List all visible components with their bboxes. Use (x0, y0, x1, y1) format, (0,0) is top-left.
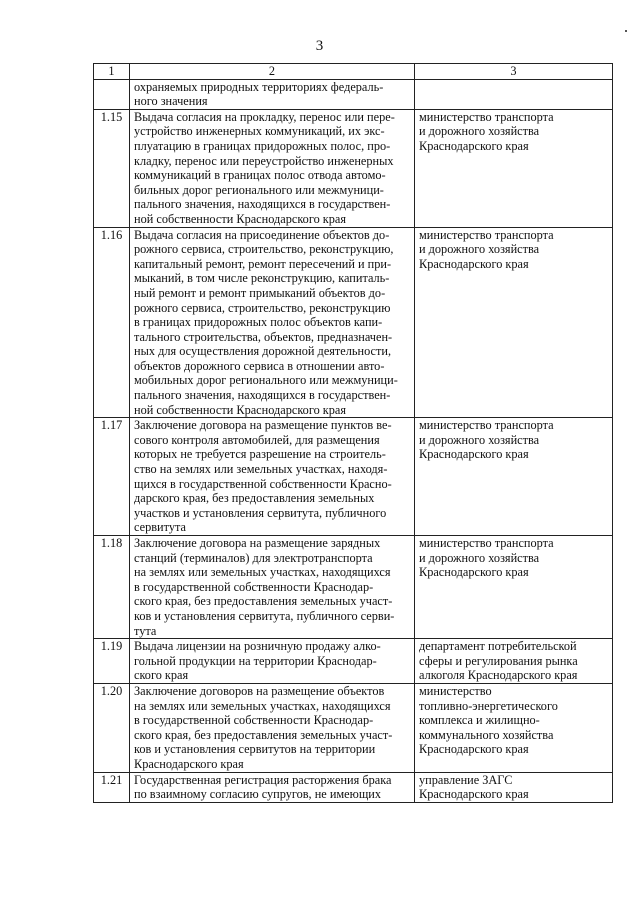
description-line: ство на землях или земельных участках, находя- (134, 462, 388, 477)
responsible-body (415, 536, 613, 639)
table-row (94, 79, 613, 109)
responsible-body-line: Краснодарского края (419, 787, 529, 802)
description-line: рожного сервиса, строительство, реконструкцию, (134, 242, 394, 257)
responsible-body (415, 418, 613, 536)
description-line: пального значения, находящихся в государствен- (134, 388, 391, 403)
row-number (94, 79, 130, 109)
responsible-body (415, 683, 613, 772)
description-line: Краснодарского края (134, 756, 244, 771)
responsible-body-line: Краснодарского края (419, 138, 529, 153)
row-number: 1.16 (94, 227, 130, 418)
description-line: Выдача согласия на прокладку, перенос или пере- (134, 109, 395, 124)
table-row (94, 639, 613, 684)
responsible-body-line: министерство (419, 683, 492, 698)
service-description (130, 227, 415, 418)
description-line: ков и установления сервитута, публичного серви- (134, 608, 395, 623)
service-description (130, 79, 415, 109)
responsible-body (415, 79, 613, 109)
row-number: 1.19 (94, 639, 130, 684)
description-line: Заключение договора на размещение пунктов ве- (134, 418, 392, 433)
scan-speck (625, 30, 627, 32)
table-row (94, 772, 613, 802)
table-row (94, 536, 613, 639)
description-line: по взаимному согласию супругов, не имеющих (134, 787, 382, 802)
row-number: 1.17 (94, 418, 130, 536)
description-line: кладку, перенос или переустройство инженерных (134, 153, 394, 168)
header-cell-2: 2 (130, 64, 415, 80)
description-line: щихся в государственной собственности Красно- (134, 476, 392, 491)
description-line: ный ремонт и ремонт примыканий объектов до- (134, 285, 386, 300)
description-line: мыканий, в том числе реконструкцию, капиталь- (134, 271, 390, 286)
responsible-body-line: департамент потребительской (419, 639, 577, 654)
description-line: объектов дорожного сервиса в отношении авто- (134, 358, 385, 373)
description-line: станций (терминалов) для электротранспорта (134, 550, 373, 565)
row-number: 1.20 (94, 683, 130, 772)
description-line: бильных дорог регионального или межмуници- (134, 182, 384, 197)
responsible-body-line: сферы и регулирования рынка (419, 653, 578, 668)
table-header-row (94, 64, 613, 80)
responsible-body-line: Краснодарского края (419, 565, 529, 580)
description-line: ной собственности Краснодарского края (134, 211, 347, 226)
description-line: рожного сервиса, строительство, реконструкцию (134, 300, 391, 315)
description-line: Выдача лицензии на розничную продажу алко- (134, 639, 381, 654)
description-line: тального строительства, объектов, предназначен- (134, 329, 393, 344)
service-description (130, 683, 415, 772)
responsible-body-line: топливно-энергетического (419, 698, 558, 713)
responsible-body-line: и дорожного хозяйства (419, 124, 540, 139)
responsible-body-line: министерство транспорта (419, 109, 554, 124)
description-line: которых не требуется разрешение на строитель- (134, 447, 386, 462)
row-number: 1.21 (94, 772, 130, 802)
description-line: ного значения (134, 94, 208, 109)
responsible-body-line: коммунального хозяйства (419, 727, 554, 742)
description-line: Заключение договоров на размещение объектов (134, 683, 385, 698)
description-line: охраняемых природных территориях федераль- (134, 79, 384, 94)
description-line: на землях или земельных участках, находящихся (134, 565, 391, 580)
header-cell-3: 3 (415, 64, 613, 80)
description-line: ков и установления сервитутов на территории (134, 742, 376, 757)
description-line: в государственной собственности Краснодар- (134, 579, 374, 594)
description-line: Государственная регистрация расторжения брака (134, 772, 392, 787)
header-cell-1: 1 (94, 64, 130, 80)
responsible-body (415, 109, 613, 227)
responsible-body-line: министерство транспорта (419, 418, 554, 433)
description-line: пального значения, находящихся в государствен- (134, 197, 391, 212)
description-line: ной собственности Краснодарского края (134, 402, 347, 417)
description-line: ных для осуществления дорожной деятельности, (134, 344, 392, 359)
services-table-body (94, 64, 613, 803)
table-row (94, 683, 613, 772)
description-line: на землях или земельных участках, находящихся (134, 698, 391, 713)
responsible-body-line: Краснодарского края (419, 742, 529, 757)
description-line: ского края, без предоставления земельных участ- (134, 727, 393, 742)
description-line: устройство инженерных коммуникаций, их экс- (134, 124, 385, 139)
description-line: ского края, без предоставления земельных участ- (134, 594, 393, 609)
responsible-body-line: управление ЗАГС (419, 772, 513, 787)
service-description (130, 418, 415, 536)
responsible-body-line: Краснодарского края (419, 256, 529, 271)
description-line: сового контроля автомобилей, для размещения (134, 432, 380, 447)
description-line: сервитута (134, 520, 186, 535)
service-description (130, 536, 415, 639)
responsible-body (415, 639, 613, 684)
service-description (130, 772, 415, 802)
responsible-body-line: и дорожного хозяйства (419, 242, 540, 257)
description-line: капитальный ремонт, ремонт пересечений и при- (134, 256, 392, 271)
description-line: Заключение договора на размещение зарядных (134, 536, 381, 550)
services-table (93, 63, 613, 803)
page-number: 3 (315, 38, 324, 54)
responsible-body-line: комплекса и жилищно- (419, 713, 540, 728)
service-description (130, 109, 415, 227)
description-line: в границах придорожных полос объектов капи- (134, 315, 383, 330)
row-number: 1.15 (94, 109, 130, 227)
responsible-body-line: Краснодарского края (419, 447, 529, 462)
responsible-body (415, 227, 613, 418)
description-line: участков и установления сервитута, публичного (134, 505, 387, 520)
description-line: плуатацию в границах придорожных полос, про- (134, 138, 391, 153)
description-line: дарского края, без предоставления земельных (134, 491, 375, 506)
description-line: коммуникаций в границах полос отвода автомо- (134, 168, 386, 183)
responsible-body-line: министерство транспорта (419, 536, 554, 550)
service-description (130, 639, 415, 684)
description-line: мобильных дорог регионального или межмуници- (134, 373, 398, 388)
row-number: 1.18 (94, 536, 130, 639)
table-row (94, 418, 613, 536)
description-line: ского края (134, 668, 189, 683)
description-line: гольной продукции на территории Краснодар- (134, 653, 377, 668)
responsible-body-line: алкоголя Краснодарского края (419, 668, 578, 683)
table-row (94, 227, 613, 418)
responsible-body-line: и дорожного хозяйства (419, 432, 540, 447)
responsible-body-line: министерство транспорта (419, 227, 554, 242)
responsible-body (415, 772, 613, 802)
table-row (94, 109, 613, 227)
description-line: тута (134, 623, 157, 638)
responsible-body-line: и дорожного хозяйства (419, 550, 540, 565)
description-line: в государственной собственности Краснодар- (134, 713, 374, 728)
description-line: Выдача согласия на присоединение объектов до- (134, 227, 390, 242)
